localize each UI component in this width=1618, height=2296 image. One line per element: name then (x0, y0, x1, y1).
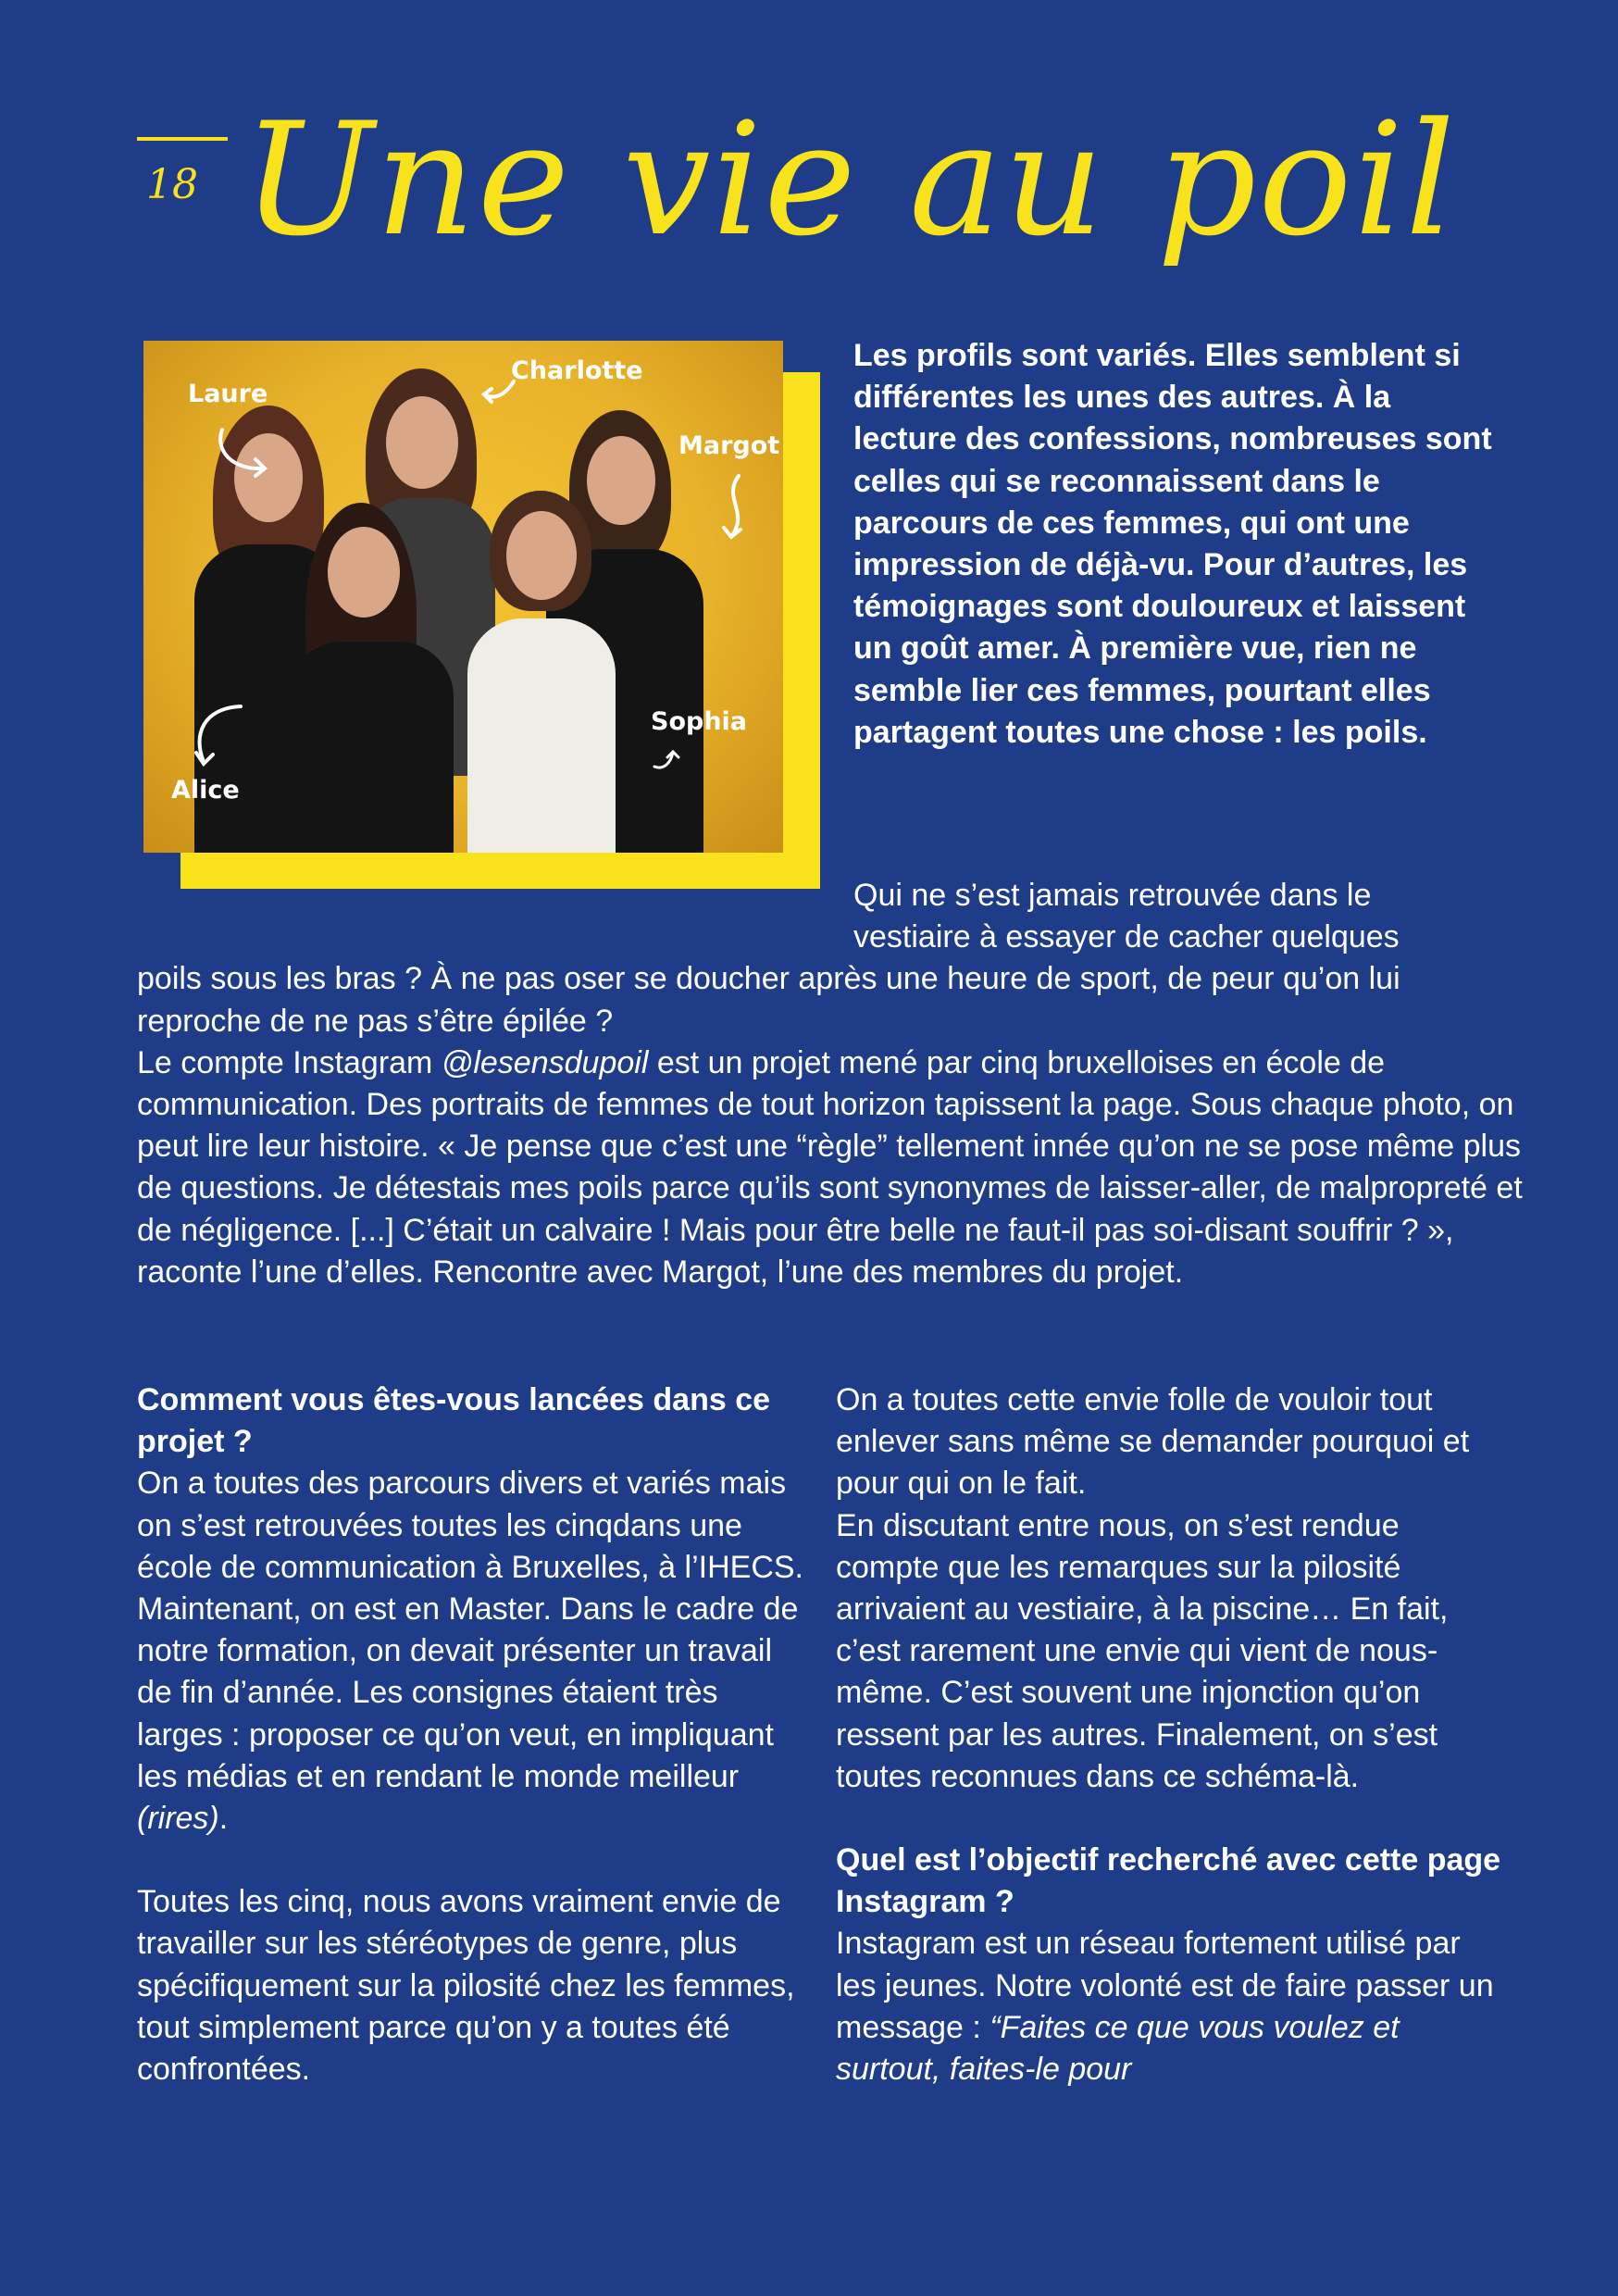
left-column (137, 1379, 803, 2090)
right-column (836, 1379, 1502, 2090)
arrow-laure-icon (213, 422, 278, 487)
arrow-alice-icon (176, 697, 250, 771)
instagram-handle: @lesensdupoil (441, 1044, 649, 1080)
label-laure: Laure (188, 380, 268, 408)
intro-line-2: vestiaire à essayer de cacher quelques (853, 919, 1400, 955)
answer-1-continued-3: En discutant entre nous, on s’est rendue compte que les remarques sur la pilosité arrivaient au vestiaire, à la piscine… En fait, c’est rarement une envie qui vient de nous-même. C’est souvent une injonction qu’on ressent par les autres. Finalement, on s’est toutes reconnues dans ce schéma-là. (836, 1507, 1449, 1794)
label-margot: Margot (678, 431, 780, 460)
question-2: Quel est l’objectif recherché avec cette page Instagram ? (836, 1842, 1501, 1920)
answer-1-continued-2: On a toutes cette envie folle de vouloir tout enlever sans même se demander pourquoi et pour qui on le fait. (836, 1382, 1470, 1502)
label-sophia: Sophia (651, 707, 748, 736)
arrow-margot-icon (713, 470, 759, 544)
group-photo (143, 341, 783, 853)
arrow-sophia-icon (651, 746, 688, 774)
intro-line-1: Qui ne s’est jamais retrouvée dans le (853, 878, 1372, 913)
arrow-charlotte-icon (477, 376, 523, 413)
label-charlotte: Charlotte (511, 356, 643, 385)
lead-paragraph: Les profils sont variés. Elles semblent si différentes les unes des autres. À la lecture des confessions, nombreuses sont celles qui se reconnaissent dans le parcours de ces femmes, qui ont une impression de déjà-vu. Pour d’autres, les témoignages sont douloureux et laissent un goût amer. À première vue, rien ne semble lier ces femmes, pourtant elles partagent toutes une chose : les poils. (853, 338, 1492, 750)
question-1: Comment vous êtes-vous lancées dans ce projet ? (137, 1382, 771, 1460)
answer-2: Instagram est un réseau fortement utilisé par les jeunes. Notre volonté est de faire passer un message : “Faites ce que vous voulez et surtout, faites-le pour (836, 1926, 1494, 2088)
page-number-rule (137, 137, 228, 141)
answer-1-continued: Toutes les cinq, nous avons vraiment envie de travailler sur les stéréotypes de genre, plus spécifiquement sur la pilosité chez les femmes, tout simplement parce qu’on y a toutes été confrontées. (137, 1884, 795, 2088)
page-title: Une vie au poil (243, 89, 1457, 270)
intro-text (137, 875, 1525, 1293)
page-number: 18 (146, 161, 198, 208)
answer-1: On a toutes des parcours divers et variés mais on s’est retrouvées toutes les cinqdans une école de communication à Bruxelles, à l’IHECS. Maintenant, on est en Master. Dans le cadre de notre formation, on devait présenter un travail de fin d’année. Les consignes étaient très larges : proposer ce qu’on veut, en impliquant les médias et en rendant le monde meilleur (rires). (137, 1466, 803, 1837)
label-alice: Alice (171, 776, 240, 805)
intro-paragraph-2: Le compte Instagram @lesensdupoil est un projet mené par cinq bruxelloises en école de communication. Des portraits de femmes de tout horizon tapissent la page. Sous chaque photo, on peut lire leur histoire. « Je pense que c’est une “règle” tellement innée qu’on ne se pose même plus de questions. Je détestais mes poils parce qu’ils sont synonymes de laisser-aller, de malpropreté et de négligence. [...] C’était un calvaire ! Mais pour être belle ne faut-il pas soi-disant souffrir ? », raconte l’une d’elles. Rencontre avec Margot, l’une des membres du projet. (137, 1044, 1523, 1290)
intro-line-3: poils sous les bras ? À ne pas oser se doucher après une heure de sport, de peur qu’on lui reproche de ne pas s’être épilée ? (137, 961, 1400, 1039)
